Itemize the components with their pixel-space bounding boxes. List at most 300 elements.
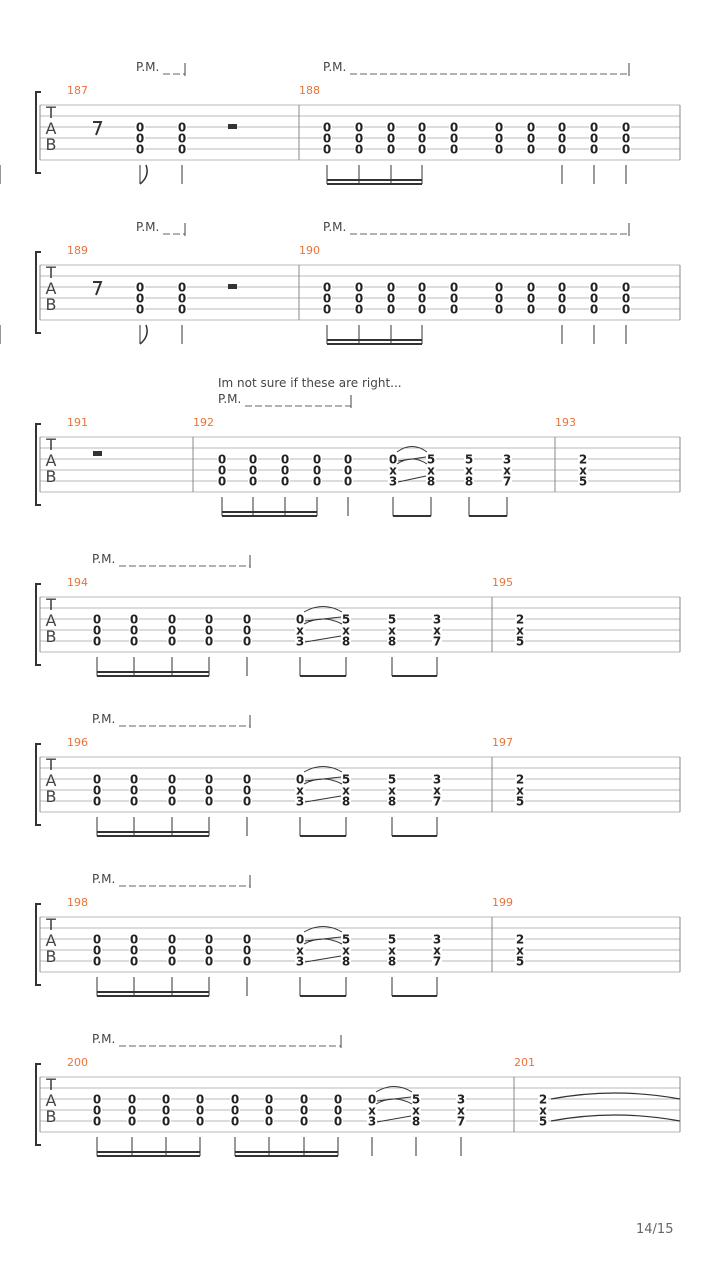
- fret-number: 0: [299, 1092, 309, 1107]
- fret-number: 0: [621, 120, 631, 135]
- measure-number: 199: [492, 896, 513, 909]
- beam: [392, 675, 437, 677]
- tab-clef-letter: T: [46, 595, 56, 614]
- measure-number: 190: [299, 244, 320, 257]
- measure-number: 200: [67, 1056, 88, 1069]
- fret-number: 0: [386, 131, 396, 146]
- tab-system: [0, 63, 680, 185]
- fret-number: 0: [280, 463, 290, 478]
- eighth-rest: [93, 282, 101, 295]
- fret-number: 5: [578, 474, 588, 489]
- slur: [304, 939, 342, 944]
- tab-clef-letter: B: [45, 295, 57, 314]
- fret-number: 0: [135, 291, 145, 306]
- half-rest: [228, 124, 237, 129]
- slur: [304, 779, 342, 784]
- fret-number: x: [388, 623, 396, 638]
- fret-number: 0: [417, 302, 427, 317]
- fret-number: x: [427, 463, 435, 478]
- beam: [327, 183, 422, 185]
- fret-number: 0: [92, 623, 102, 638]
- fret-number: 0: [92, 783, 102, 798]
- fret-number: 0: [217, 474, 227, 489]
- fret-number: 0: [526, 280, 536, 295]
- fret-number: 0: [322, 302, 332, 317]
- tab-clef-letter: T: [46, 435, 56, 454]
- fret-number: 0: [589, 142, 599, 157]
- fret-number: 0: [92, 954, 102, 969]
- fret-number: 0: [135, 142, 145, 157]
- fret-number: x: [433, 943, 441, 958]
- fret-number: 0: [449, 142, 459, 157]
- annotation-text: Im not sure if these are right...: [218, 376, 402, 390]
- fret-number: 0: [135, 120, 145, 135]
- fret-number: x: [342, 783, 350, 798]
- fret-number: x: [516, 623, 524, 638]
- fret-number: 3: [388, 474, 398, 489]
- beam: [235, 1155, 338, 1157]
- fret-number: 0: [494, 131, 504, 146]
- tab-clef-letter: T: [46, 915, 56, 934]
- fret-number: 0: [388, 452, 398, 467]
- tab-clef-letter: B: [45, 787, 57, 806]
- palm-mute-label: P.M.: [92, 552, 116, 566]
- measure-number: 195: [492, 576, 513, 589]
- beam: [327, 343, 422, 345]
- fret-number: 0: [230, 1092, 240, 1107]
- slur: [397, 459, 427, 464]
- eighth-rest: [93, 122, 101, 135]
- fret-number: 0: [295, 932, 305, 947]
- fret-number: x: [342, 943, 350, 958]
- slur: [304, 619, 342, 624]
- fret-number: 0: [333, 1092, 343, 1107]
- fret-number: 0: [621, 131, 631, 146]
- fret-number: 0: [264, 1103, 274, 1118]
- fret-number: 0: [177, 291, 187, 306]
- fret-number: 0: [204, 772, 214, 787]
- fret-number: 0: [242, 612, 252, 627]
- fret-number: 0: [322, 131, 332, 146]
- fret-number: 0: [248, 452, 258, 467]
- beam: [469, 515, 507, 517]
- beam: [392, 995, 437, 997]
- fret-number: 0: [449, 280, 459, 295]
- fret-number: 0: [161, 1103, 171, 1118]
- fret-number: 0: [295, 612, 305, 627]
- fret-number: 0: [195, 1114, 205, 1129]
- measure-number: 192: [193, 416, 214, 429]
- slur: [397, 447, 427, 453]
- fret-number: 0: [417, 280, 427, 295]
- fret-number: 0: [92, 612, 102, 627]
- fret-number: 5: [387, 932, 397, 947]
- measure-number: 191: [67, 416, 88, 429]
- tab-clef-letter: B: [45, 135, 57, 154]
- tab-clef-letter: A: [45, 771, 57, 790]
- fret-number: 0: [526, 120, 536, 135]
- fret-number: 0: [129, 794, 139, 809]
- fret-number: 0: [343, 463, 353, 478]
- slur: [376, 1099, 412, 1104]
- beam: [97, 995, 209, 997]
- fret-number: 0: [557, 142, 567, 157]
- fret-number: 0: [621, 291, 631, 306]
- fret-number: 7: [432, 794, 442, 809]
- fret-number: 0: [526, 291, 536, 306]
- fret-number: 0: [167, 932, 177, 947]
- fret-number: 0: [280, 452, 290, 467]
- fret-number: 0: [354, 131, 364, 146]
- fret-number: 0: [217, 452, 227, 467]
- beam: [235, 1151, 338, 1153]
- measure-number: 194: [67, 576, 88, 589]
- fret-number: 0: [354, 291, 364, 306]
- fret-number: x: [342, 623, 350, 638]
- tab-clef-letter: A: [45, 119, 57, 138]
- slur: [304, 607, 342, 613]
- beam: [97, 991, 209, 993]
- fret-number: 0: [526, 131, 536, 146]
- fret-number: 0: [129, 783, 139, 798]
- beam: [327, 179, 422, 181]
- fret-number: 5: [387, 612, 397, 627]
- fret-number: 7: [456, 1114, 466, 1129]
- fret-number: 0: [354, 280, 364, 295]
- fret-number: x: [516, 783, 524, 798]
- fret-number: 0: [322, 120, 332, 135]
- measure-number: 188: [299, 84, 320, 97]
- fret-number: 0: [135, 302, 145, 317]
- tab-clef-letter: B: [45, 1107, 57, 1126]
- fret-number: x: [388, 943, 396, 958]
- palm-mute-label: P.M.: [323, 60, 347, 74]
- fret-number: 0: [161, 1114, 171, 1129]
- measure-number: 201: [514, 1056, 535, 1069]
- fret-number: 0: [248, 474, 258, 489]
- fret-number: 0: [417, 142, 427, 157]
- beam: [97, 831, 209, 833]
- measure-number: 197: [492, 736, 513, 749]
- fret-number: x: [457, 1103, 465, 1118]
- fret-number: 8: [341, 794, 351, 809]
- tie: [551, 1093, 680, 1099]
- fret-number: 3: [295, 634, 305, 649]
- fret-number: 0: [177, 131, 187, 146]
- fret-number: 7: [502, 474, 512, 489]
- fret-number: 7: [432, 954, 442, 969]
- fret-number: 0: [195, 1092, 205, 1107]
- fret-number: 0: [92, 634, 102, 649]
- fret-number: 7: [432, 634, 442, 649]
- fret-number: 8: [387, 954, 397, 969]
- fret-number: 0: [354, 120, 364, 135]
- fret-number: 0: [242, 794, 252, 809]
- palm-mute-label: P.M.: [136, 220, 160, 234]
- fret-number: x: [539, 1103, 547, 1118]
- fret-number: 0: [92, 772, 102, 787]
- fret-number: 0: [217, 463, 227, 478]
- fret-number: 0: [167, 954, 177, 969]
- tab-clef-letter: T: [46, 755, 56, 774]
- fret-number: 5: [411, 1092, 421, 1107]
- fret-number: 0: [386, 280, 396, 295]
- fret-number: 0: [386, 120, 396, 135]
- fret-number: 3: [432, 772, 442, 787]
- fret-number: 0: [129, 623, 139, 638]
- fret-number: 0: [177, 302, 187, 317]
- fret-number: 3: [456, 1092, 466, 1107]
- measure-number: 187: [67, 84, 88, 97]
- fret-number: 0: [204, 783, 214, 798]
- fret-number: 5: [515, 794, 525, 809]
- fret-number: 0: [386, 142, 396, 157]
- fret-number: 0: [354, 302, 364, 317]
- fret-number: 8: [411, 1114, 421, 1129]
- fret-number: 0: [204, 954, 214, 969]
- fret-number: 5: [341, 612, 351, 627]
- tab-clef-letter: A: [45, 451, 57, 470]
- fret-number: 0: [333, 1103, 343, 1118]
- fret-number: 0: [92, 1114, 102, 1129]
- fret-number: 0: [92, 932, 102, 947]
- flag: [140, 165, 147, 184]
- fret-number: 0: [621, 302, 631, 317]
- beam: [97, 835, 209, 837]
- fret-number: 0: [92, 1103, 102, 1118]
- fret-number: x: [388, 783, 396, 798]
- fret-number: 0: [322, 142, 332, 157]
- fret-number: x: [389, 463, 397, 478]
- fret-number: 5: [515, 954, 525, 969]
- fret-number: x: [465, 463, 473, 478]
- fret-number: 3: [295, 794, 305, 809]
- fret-number: 0: [127, 1114, 137, 1129]
- measure-number: 198: [67, 896, 88, 909]
- fret-number: 0: [167, 772, 177, 787]
- fret-number: 0: [129, 612, 139, 627]
- fret-number: 5: [341, 932, 351, 947]
- fret-number: 0: [195, 1103, 205, 1118]
- fret-number: 0: [589, 291, 599, 306]
- fret-number: 0: [557, 131, 567, 146]
- fret-number: 0: [589, 131, 599, 146]
- fret-number: 0: [589, 280, 599, 295]
- fret-number: 0: [449, 291, 459, 306]
- fret-number: 0: [264, 1092, 274, 1107]
- tab-system: [0, 223, 680, 345]
- fret-number: 0: [417, 120, 427, 135]
- fret-number: 0: [621, 142, 631, 157]
- palm-mute-label: P.M.: [218, 392, 242, 406]
- fret-number: 0: [167, 783, 177, 798]
- fret-number: 0: [92, 1092, 102, 1107]
- fret-number: 0: [248, 463, 258, 478]
- tab-clef-letter: A: [45, 931, 57, 950]
- tab-clef-letter: A: [45, 1091, 57, 1110]
- fret-number: 0: [621, 280, 631, 295]
- fret-number: 0: [557, 120, 567, 135]
- fret-number: 3: [295, 954, 305, 969]
- fret-number: 0: [299, 1114, 309, 1129]
- fret-number: 5: [387, 772, 397, 787]
- fret-number: 0: [135, 131, 145, 146]
- fret-number: 0: [354, 142, 364, 157]
- fret-number: 0: [167, 943, 177, 958]
- palm-mute-label: P.M.: [136, 60, 160, 74]
- fret-number: x: [296, 623, 304, 638]
- fret-number: 0: [367, 1092, 377, 1107]
- fret-number: x: [296, 943, 304, 958]
- tab-clef-letter: B: [45, 627, 57, 646]
- beam: [222, 511, 317, 513]
- fret-number: 0: [242, 623, 252, 638]
- fret-number: 3: [432, 612, 442, 627]
- fret-number: 0: [135, 280, 145, 295]
- fret-number: 0: [167, 612, 177, 627]
- tab-clef-letter: B: [45, 467, 57, 486]
- fret-number: 0: [343, 474, 353, 489]
- fret-number: 0: [312, 463, 322, 478]
- fret-number: 5: [538, 1114, 548, 1129]
- fret-number: 0: [161, 1092, 171, 1107]
- fret-number: 0: [177, 280, 187, 295]
- fret-number: 0: [92, 943, 102, 958]
- palm-mute-label: P.M.: [92, 712, 116, 726]
- fret-number: 0: [494, 291, 504, 306]
- fret-number: 0: [526, 302, 536, 317]
- tab-clef-letter: T: [46, 103, 56, 122]
- slur: [304, 927, 342, 933]
- fret-number: 0: [417, 291, 427, 306]
- fret-number: 3: [432, 932, 442, 947]
- fret-number: 0: [127, 1092, 137, 1107]
- measure-number: 189: [67, 244, 88, 257]
- fret-number: 0: [333, 1114, 343, 1129]
- fret-number: 3: [367, 1114, 377, 1129]
- fret-number: 2: [515, 612, 525, 627]
- fret-number: 0: [312, 452, 322, 467]
- fret-number: 0: [386, 302, 396, 317]
- fret-number: x: [579, 463, 587, 478]
- fret-number: 0: [417, 131, 427, 146]
- beam: [300, 675, 346, 677]
- fret-number: 0: [494, 142, 504, 157]
- fret-number: 5: [426, 452, 436, 467]
- palm-mute-label: P.M.: [323, 220, 347, 234]
- half-rest: [93, 451, 102, 456]
- fret-number: 0: [449, 302, 459, 317]
- fret-number: 0: [167, 634, 177, 649]
- fret-number: 8: [387, 634, 397, 649]
- fret-number: 0: [494, 120, 504, 135]
- flag: [140, 325, 147, 344]
- fret-number: 0: [449, 131, 459, 146]
- beam: [97, 671, 209, 673]
- beam: [97, 1155, 200, 1157]
- fret-number: 0: [177, 120, 187, 135]
- tab-clef-letter: T: [46, 1075, 56, 1094]
- fret-number: 0: [129, 772, 139, 787]
- fret-number: 0: [589, 302, 599, 317]
- fret-number: 0: [557, 280, 567, 295]
- fret-number: 0: [177, 142, 187, 157]
- fret-number: 0: [386, 291, 396, 306]
- fret-number: 0: [322, 280, 332, 295]
- fret-number: 5: [341, 772, 351, 787]
- beam: [300, 835, 346, 837]
- fret-number: x: [296, 783, 304, 798]
- fret-number: 0: [449, 120, 459, 135]
- fret-number: 0: [299, 1103, 309, 1118]
- fret-number: 0: [204, 623, 214, 638]
- measure-number: 193: [555, 416, 576, 429]
- fret-number: 0: [230, 1114, 240, 1129]
- palm-mute-label: P.M.: [92, 872, 116, 886]
- fret-number: x: [368, 1103, 376, 1118]
- fret-number: 0: [92, 794, 102, 809]
- beam: [222, 515, 317, 517]
- beam: [97, 675, 209, 677]
- fret-number: 0: [343, 452, 353, 467]
- fret-number: 0: [280, 474, 290, 489]
- fret-number: 8: [341, 634, 351, 649]
- fret-number: 0: [295, 772, 305, 787]
- fret-number: 0: [167, 623, 177, 638]
- half-rest: [228, 284, 237, 289]
- fret-number: x: [503, 463, 511, 478]
- fret-number: 0: [242, 954, 252, 969]
- fret-number: 0: [129, 634, 139, 649]
- beam: [300, 995, 346, 997]
- fret-number: x: [412, 1103, 420, 1118]
- fret-number: 0: [557, 302, 567, 317]
- fret-number: 8: [464, 474, 474, 489]
- tab-clef-letter: B: [45, 947, 57, 966]
- fret-number: 0: [242, 772, 252, 787]
- measure-number: 196: [67, 736, 88, 749]
- fret-number: 0: [264, 1114, 274, 1129]
- fret-number: 0: [204, 932, 214, 947]
- fret-number: 0: [494, 302, 504, 317]
- fret-number: 0: [322, 291, 332, 306]
- page-number: 14/15: [636, 1222, 674, 1237]
- fret-number: 8: [341, 954, 351, 969]
- fret-number: x: [433, 623, 441, 638]
- fret-number: 0: [557, 291, 567, 306]
- fret-number: x: [433, 783, 441, 798]
- fret-number: x: [516, 943, 524, 958]
- tie: [551, 1115, 680, 1121]
- fret-number: 0: [242, 634, 252, 649]
- fret-number: 0: [167, 794, 177, 809]
- fret-number: 0: [494, 280, 504, 295]
- fret-number: 0: [526, 142, 536, 157]
- fret-number: 0: [204, 612, 214, 627]
- fret-number: 0: [230, 1103, 240, 1118]
- tab-clef-letter: T: [46, 263, 56, 282]
- fret-number: 0: [204, 634, 214, 649]
- beam: [327, 339, 422, 341]
- fret-number: 5: [464, 452, 474, 467]
- fret-number: 2: [515, 932, 525, 947]
- fret-number: 8: [387, 794, 397, 809]
- tab-clef-letter: A: [45, 279, 57, 298]
- fret-number: 0: [129, 932, 139, 947]
- fret-number: 0: [242, 783, 252, 798]
- slur: [304, 767, 342, 773]
- tab-clef-letter: A: [45, 611, 57, 630]
